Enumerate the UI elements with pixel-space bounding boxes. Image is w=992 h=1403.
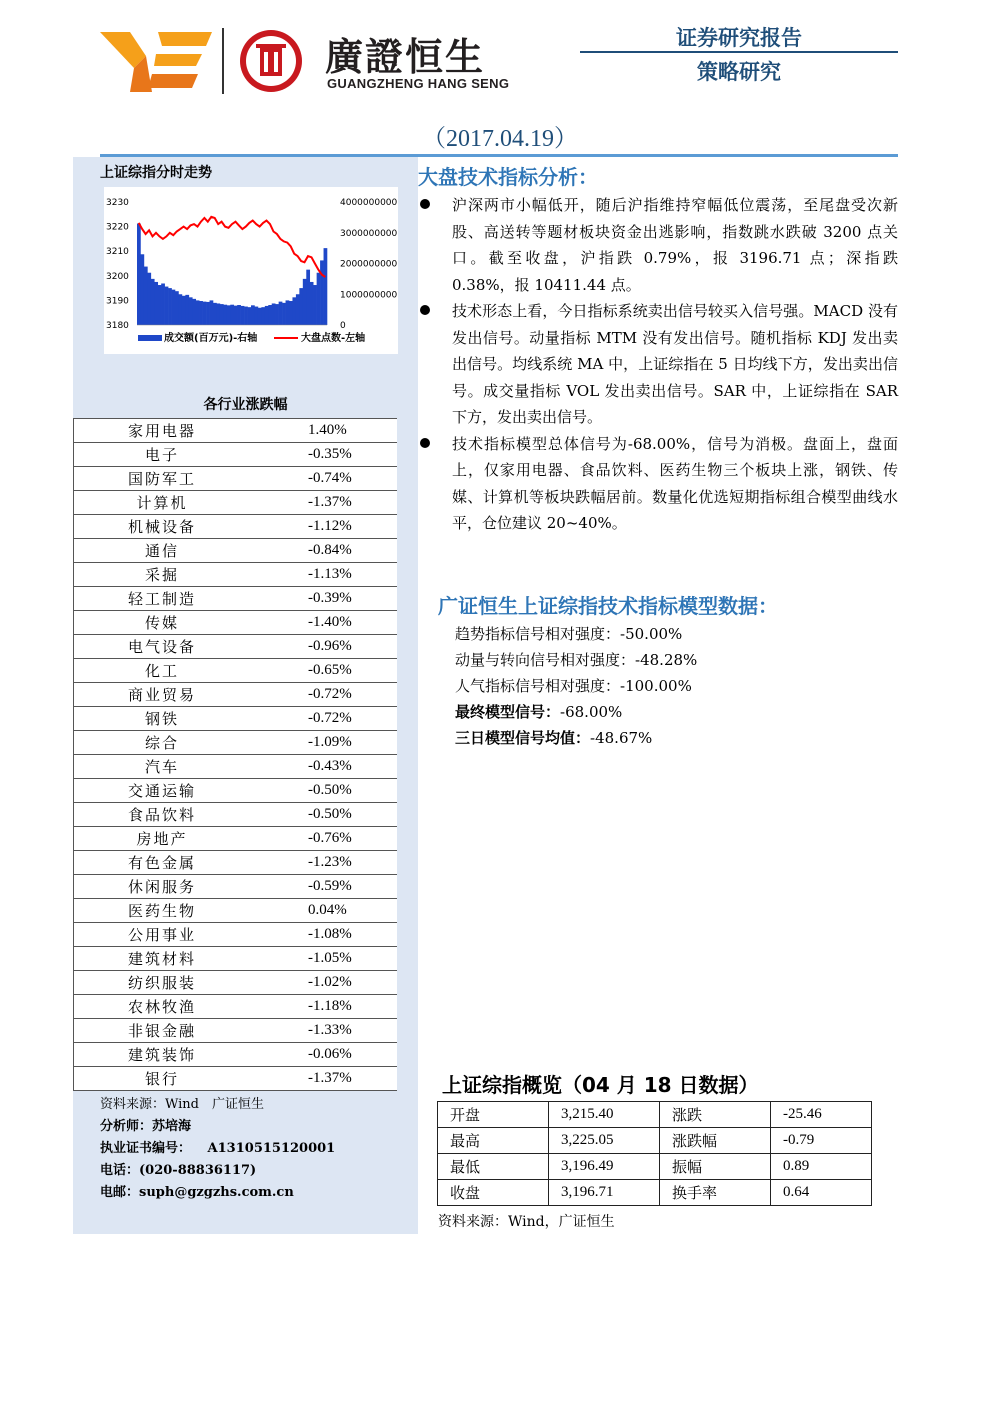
table-row	[74, 1067, 398, 1091]
industry-change: -0.06%	[250, 1043, 397, 1067]
table-row	[74, 683, 398, 707]
table-row	[74, 443, 398, 467]
brand-name-en: GUANGZHENG HANG SENG	[327, 76, 510, 91]
volume-bar	[289, 301, 293, 325]
header-rule	[580, 51, 898, 53]
model-label: 趋势指标信号相对强度：	[455, 625, 621, 643]
volume-bar	[275, 304, 279, 325]
volume-bar	[213, 303, 217, 325]
industry-change: -0.43%	[250, 755, 397, 779]
cert-line	[100, 1138, 335, 1160]
bullet-icon	[420, 438, 430, 448]
volume-bar	[254, 307, 258, 325]
industry-name: 国防军工	[74, 467, 250, 491]
industry-name: 非银金融	[74, 1019, 250, 1043]
bullet-item	[418, 431, 898, 537]
industry-change: -1.33%	[250, 1019, 397, 1043]
table-row	[74, 947, 398, 971]
volume-bar	[248, 307, 252, 325]
overview-row	[438, 1128, 872, 1154]
analyst-line	[100, 1116, 335, 1138]
industry-change: -0.65%	[250, 659, 397, 683]
industry-name: 钢铁	[74, 707, 250, 731]
model-label: 人气指标信号相对强度：	[455, 677, 621, 695]
volume-bar	[165, 287, 169, 325]
volume-bar	[172, 290, 176, 325]
volume-bar	[317, 273, 321, 325]
table-row	[74, 971, 398, 995]
left-tick-label: 3210	[106, 247, 129, 258]
overview-value: 3,225.05	[549, 1128, 660, 1154]
volume-bar	[182, 296, 186, 325]
volume-bar	[237, 305, 241, 325]
industry-name: 公用事业	[74, 923, 250, 947]
table-row	[74, 635, 398, 659]
industry-name: 食品饮料	[74, 803, 250, 827]
industry-change: -0.76%	[250, 827, 397, 851]
industry-name: 交通运输	[74, 779, 250, 803]
volume-bar	[196, 300, 200, 325]
volume-bar	[189, 297, 193, 325]
model-label: 三日模型信号均值：	[455, 729, 591, 747]
bullet-item	[418, 192, 898, 298]
volume-bar	[175, 291, 179, 325]
volume-bar	[178, 294, 182, 325]
right-tick-label: 0	[340, 321, 346, 331]
model-value: -100.00%	[620, 677, 692, 695]
table-row	[74, 755, 398, 779]
volume-bar	[223, 305, 227, 325]
industry-name: 家用电器	[74, 419, 250, 443]
bullet-icon	[420, 199, 430, 209]
industry-change: -0.72%	[250, 683, 397, 707]
volume-bar	[244, 307, 248, 325]
overview-label: 换手率	[660, 1180, 771, 1206]
left-tick-label: 3220	[106, 222, 129, 233]
industry-change: 0.04%	[250, 899, 397, 923]
model-line	[455, 725, 697, 751]
volume-bar	[137, 224, 141, 325]
industry-name: 综合	[74, 731, 250, 755]
table-row	[74, 899, 398, 923]
industry-change: -1.18%	[250, 995, 397, 1019]
industry-change: -0.50%	[250, 803, 397, 827]
overview-row	[438, 1154, 872, 1180]
bullet-icon	[420, 305, 430, 315]
industry-change: -0.59%	[250, 875, 397, 899]
volume-bar	[306, 270, 310, 325]
volume-bar	[286, 300, 290, 325]
volume-bar	[241, 306, 245, 325]
overview-value: -0.79	[771, 1128, 872, 1154]
volume-bar	[324, 248, 328, 325]
email-label: 电邮：	[100, 1185, 140, 1200]
overview-label: 最低	[438, 1154, 549, 1180]
industry-name: 医药生物	[74, 899, 250, 923]
volume-bar	[303, 279, 307, 325]
table-row	[74, 1019, 398, 1043]
volume-bar	[282, 303, 286, 325]
volume-bar	[299, 288, 303, 325]
industry-name: 纺织服装	[74, 971, 250, 995]
intraday-chart	[104, 187, 398, 354]
industry-title: 各行业涨跌幅	[203, 397, 288, 413]
table-row	[74, 467, 398, 491]
volume-bar	[151, 279, 155, 325]
chart-title: 上证综指分时走势	[100, 165, 212, 181]
table-row	[74, 779, 398, 803]
overview-label: 涨跌	[660, 1102, 771, 1128]
volume-bar	[203, 302, 207, 325]
intraday-chart-svg	[104, 187, 398, 354]
table-row	[74, 995, 398, 1019]
volume-bar	[296, 294, 300, 325]
industry-change: -1.08%	[250, 923, 397, 947]
volume-bar	[210, 300, 214, 325]
volume-bar	[154, 282, 158, 325]
left-tick-label: 3180	[106, 321, 129, 331]
analyst-name: 苏培海	[152, 1119, 192, 1134]
bullet-text: 技术形态上看，今日指标系统卖出信号较买入信号强。MACD 没有发出信号。动量指标 MTM 没有发出信号。随机指标 KDJ 发出卖出信号。均线系统 MA 中，上证综指在 5 日均线下方，发出卖出信号。成交量指标 VOL 发出卖出信号。SAR 中，上证综指在 SAR 下方，发出卖出信号。	[452, 302, 898, 426]
volume-bar	[206, 302, 210, 325]
table-row	[74, 803, 398, 827]
industry-change: -1.09%	[250, 731, 397, 755]
overview-source: 资料来源：Wind，广证恒生	[438, 1214, 615, 1230]
analysis-bullets	[418, 192, 898, 537]
industry-change: -1.37%	[250, 491, 397, 515]
legend-label-volume: 成交额(百万元)-右轴	[164, 333, 258, 344]
volume-bar	[279, 302, 283, 325]
table-row	[74, 659, 398, 683]
industry-change: -0.84%	[250, 539, 397, 563]
overview-label: 振幅	[660, 1154, 771, 1180]
company-logo-ye-icon	[100, 28, 212, 92]
industry-change: -0.72%	[250, 707, 397, 731]
overview-value: 3,196.71	[549, 1180, 660, 1206]
overview-label: 最高	[438, 1128, 549, 1154]
analyst-label: 分析师：	[100, 1119, 153, 1134]
overview-value: 0.64	[771, 1180, 872, 1206]
overview-row	[438, 1102, 872, 1128]
bullet-text: 沪深两市小幅低开，随后沪指维持窄幅低位震荡，至尾盘受次新股、高送转等题材板块资金出逃影响，指数跳水跌破 3200 点关口。截至收盘，沪指跌 0.79%，报 3196.71 点；深指跌 0.38%，报 10411.44 点。	[452, 196, 898, 294]
legend-label-index: 大盘点数-左轴	[301, 333, 366, 344]
overview-value: 0.89	[771, 1154, 872, 1180]
volume-bar	[220, 304, 224, 325]
cert-number: A1310515120001	[207, 1141, 336, 1156]
model-line	[455, 647, 697, 673]
industry-change: -0.74%	[250, 467, 397, 491]
industry-change: -1.12%	[250, 515, 397, 539]
model-label: 最终模型信号：	[455, 703, 561, 721]
report-subtype: 策略研究	[697, 60, 781, 84]
industry-name: 建筑材料	[74, 947, 250, 971]
table-row	[74, 923, 398, 947]
industry-name: 计算机	[74, 491, 250, 515]
overview-heading: 上证综指概览（04 月 18 日数据）	[442, 1073, 759, 1097]
industry-name: 有色金属	[74, 851, 250, 875]
phone-line	[100, 1160, 335, 1182]
logo-divider	[222, 28, 224, 94]
industry-change: -0.96%	[250, 635, 397, 659]
left-source: 资料来源：Wind 广证恒生	[100, 1097, 264, 1112]
industry-name: 采掘	[74, 563, 250, 587]
volume-bar	[192, 299, 196, 325]
industry-name: 电气设备	[74, 635, 250, 659]
industry-name: 轻工制造	[74, 587, 250, 611]
table-row	[74, 1043, 398, 1067]
industry-name: 建筑装饰	[74, 1043, 250, 1067]
industry-name: 汽车	[74, 755, 250, 779]
volume-bar	[272, 303, 276, 325]
overview-label: 涨跌幅	[660, 1128, 771, 1154]
phone-label: 电话：	[100, 1163, 140, 1178]
analysis-heading: 大盘技术指标分析：	[418, 165, 598, 189]
industry-name: 商业贸易	[74, 683, 250, 707]
industry-table	[73, 418, 397, 1091]
industry-name: 房地产	[74, 827, 250, 851]
volume-bar	[158, 285, 162, 325]
industry-change: 1.40%	[250, 419, 397, 443]
industry-change: -1.37%	[250, 1067, 397, 1091]
industry-change: -1.02%	[250, 971, 397, 995]
report-type: 证券研究报告	[676, 26, 802, 50]
model-line	[455, 699, 697, 725]
volume-bar	[292, 297, 296, 325]
model-value: -50.00%	[620, 625, 683, 643]
overview-table	[437, 1101, 872, 1206]
industry-name: 休闲服务	[74, 875, 250, 899]
table-row	[74, 851, 398, 875]
phone-number: (020-88836117)	[139, 1163, 257, 1178]
table-row	[74, 827, 398, 851]
index-line-series	[139, 217, 326, 277]
industry-name: 农林牧渔	[74, 995, 250, 1019]
volume-bar	[251, 305, 255, 325]
industry-name: 传媒	[74, 611, 250, 635]
industry-name: 通信	[74, 539, 250, 563]
volume-bar	[258, 308, 262, 325]
volume-bar	[310, 282, 314, 325]
table-row	[74, 707, 398, 731]
left-tick-label: 3230	[106, 198, 129, 208]
right-tick-label: 4000000000	[340, 198, 398, 208]
volume-bar	[161, 283, 165, 325]
email-line	[100, 1182, 335, 1204]
bullet-item	[418, 298, 898, 431]
legend-swatch-volume	[138, 335, 162, 341]
volume-bar	[216, 303, 220, 325]
volume-bar	[265, 306, 269, 325]
table-row	[74, 539, 398, 563]
table-row	[74, 611, 398, 635]
industry-name: 机械设备	[74, 515, 250, 539]
overview-label: 开盘	[438, 1102, 549, 1128]
report-date: （2017.04.19）	[422, 126, 578, 152]
volume-bar	[261, 307, 265, 325]
table-row	[74, 875, 398, 899]
model-value: -48.67%	[590, 729, 653, 747]
industry-change: -1.40%	[250, 611, 397, 635]
overview-value: -25.46	[771, 1102, 872, 1128]
volume-bar	[199, 301, 203, 325]
volume-bar	[185, 295, 189, 325]
volume-bar	[144, 267, 148, 325]
company-seal-icon	[238, 28, 304, 94]
volume-bar	[234, 306, 238, 325]
overview-label: 收盘	[438, 1180, 549, 1206]
table-row	[74, 491, 398, 515]
industry-name: 化工	[74, 659, 250, 683]
industry-change: -0.35%	[250, 443, 397, 467]
industry-change: -1.23%	[250, 851, 397, 875]
table-row	[74, 419, 398, 443]
overview-row	[438, 1180, 872, 1206]
right-tick-label: 2000000000	[340, 259, 398, 270]
table-row	[74, 515, 398, 539]
volume-bar	[140, 254, 144, 325]
volume-bar	[168, 288, 172, 325]
industry-change: -0.39%	[250, 587, 397, 611]
model-line	[455, 673, 697, 699]
volume-bar	[147, 273, 151, 325]
model-value: -48.28%	[635, 651, 698, 669]
analyst-info	[100, 1094, 335, 1204]
left-tick-label: 3200	[106, 271, 129, 282]
bullet-text: 技术指标模型总体信号为-68.00%，信号为消极。盘面上，盘面上，仅家用电器、食品饮料、医药生物三个板块上涨，钢铁、传媒、计算机等板块跌幅居前。数量化优选短期指标组合模型曲线水平，仓位建议 20~40%。	[452, 434, 898, 532]
table-row	[74, 563, 398, 587]
overview-value: 3,196.49	[549, 1154, 660, 1180]
volume-bar	[230, 305, 234, 325]
model-data	[455, 621, 697, 751]
overview-value: 3,215.40	[549, 1102, 660, 1128]
volume-bar	[268, 305, 272, 325]
table-row	[74, 731, 398, 755]
brand-name-cn: 廣證恒生	[325, 35, 486, 79]
volume-bar	[227, 305, 231, 325]
model-heading: 广证恒生上证综指技术指标模型数据：	[438, 594, 778, 618]
left-tick-label: 3190	[106, 296, 129, 307]
industry-change: -1.13%	[250, 563, 397, 587]
model-label: 动量与转向信号相对强度：	[455, 651, 636, 669]
cert-label: 执业证书编号：	[100, 1141, 192, 1156]
table-row	[74, 587, 398, 611]
right-tick-label: 1000000000	[340, 290, 398, 301]
email-address[interactable]: suph@gzgzhs.com.cn	[139, 1185, 294, 1200]
volume-bar	[320, 260, 324, 325]
industry-change: -0.50%	[250, 779, 397, 803]
model-value: -68.00%	[560, 703, 623, 721]
model-line	[455, 621, 697, 647]
industry-name: 银行	[74, 1067, 250, 1091]
volume-bar	[313, 285, 317, 325]
industry-change: -1.05%	[250, 947, 397, 971]
industry-name: 电子	[74, 443, 250, 467]
right-tick-label: 3000000000	[340, 228, 398, 239]
